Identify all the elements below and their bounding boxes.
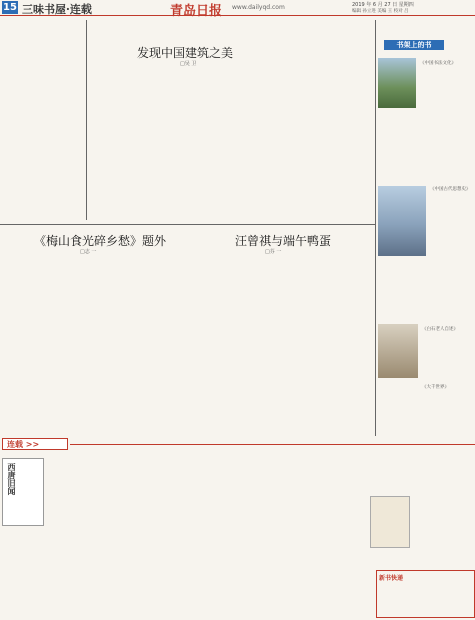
serial-label: 连载 >> <box>2 438 68 450</box>
page-number: 15 <box>3 2 17 13</box>
body-text <box>430 194 474 256</box>
article-byline: □志 一 <box>80 249 97 255</box>
body-text <box>90 20 180 44</box>
body-text <box>260 20 372 60</box>
portrait-image <box>378 324 418 378</box>
sidebar-item: 《白石老人自述》 <box>422 327 458 332</box>
body-text <box>2 256 94 434</box>
article-title: 发现中国建筑之美 <box>136 46 233 60</box>
site-url[interactable]: www.dailyqd.com <box>232 4 285 11</box>
body-text <box>114 454 176 618</box>
body-text <box>90 68 182 220</box>
newspaper-logo: 青岛日报 <box>170 4 223 19</box>
body-text <box>48 454 110 618</box>
body-text <box>98 256 190 434</box>
body-text <box>186 68 278 220</box>
body-text <box>378 392 474 434</box>
body-text <box>420 68 474 110</box>
city-skyline-image <box>378 186 426 256</box>
sidebar-item: 《中国书法文化》 <box>420 61 456 66</box>
article-title: 《梅山食光碎乡愁》题外 <box>33 234 166 248</box>
page-header <box>0 0 475 19</box>
body-text <box>286 256 374 434</box>
landscape-image <box>378 58 416 108</box>
body-text <box>246 454 308 618</box>
issue-date: 2019 年 6 月 27 日 星期四 <box>352 2 414 8</box>
section-title: 三味书屋·连载 <box>22 3 92 16</box>
body-text <box>282 62 372 220</box>
notice-heading: 新书快递 <box>379 575 404 582</box>
notice-box <box>376 570 475 618</box>
body-text <box>422 334 474 378</box>
body-text <box>414 454 474 566</box>
sidebar-item: 《中国古代思想史》 <box>430 187 471 192</box>
editor-credits: 编辑 孙立进 美编 王 校对 吕 <box>352 9 409 14</box>
sidebar-item: 《大千世界》 <box>422 385 449 390</box>
book-title: 西唐旧闻 <box>7 463 17 495</box>
body-text <box>2 20 84 220</box>
article-title: 汪曾祺与端午鸭蛋 <box>234 234 331 248</box>
body-text <box>378 260 474 320</box>
body-text <box>2 530 46 618</box>
body-text <box>180 454 242 618</box>
body-text <box>312 454 368 494</box>
article-byline: □芬 一 <box>265 249 282 255</box>
body-text <box>378 112 474 182</box>
sidebar-heading: 书架上的书 <box>384 40 444 50</box>
body-text <box>312 552 372 618</box>
divider <box>70 444 475 445</box>
article-byline: □吴 卫 <box>180 61 197 67</box>
book-cover <box>2 458 44 526</box>
body-text <box>194 256 282 434</box>
book-cover-small <box>370 496 410 548</box>
